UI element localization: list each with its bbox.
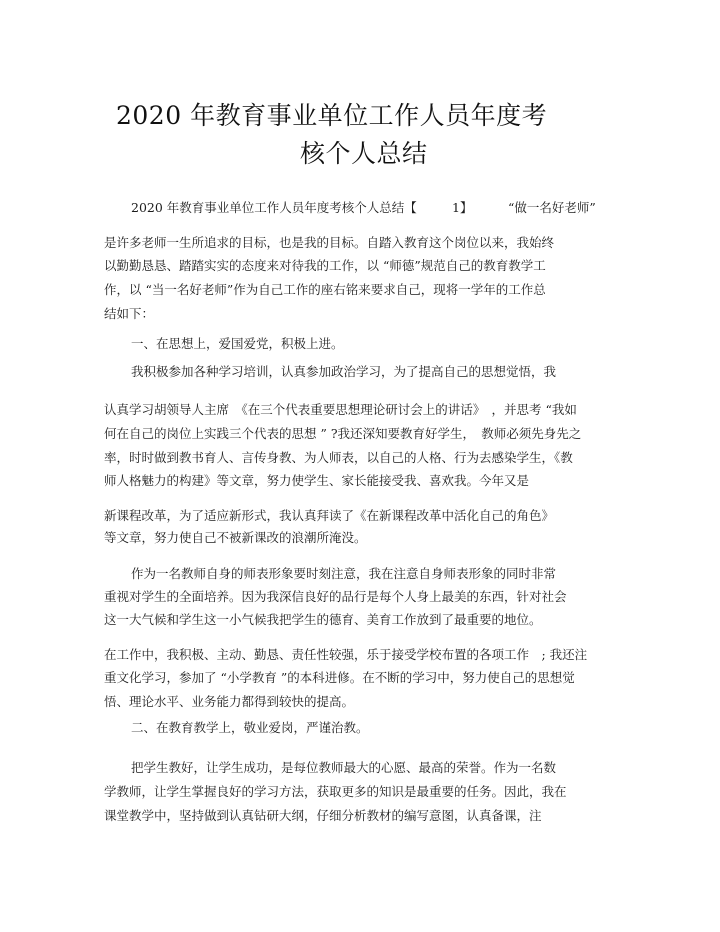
document-title-line-2: 核个人总结 <box>300 139 428 168</box>
paragraph-line: 师人格魅力的构建》等文章，努力使学生、家长能接受我、喜欢我。今年又是 <box>104 473 530 488</box>
paragraph-line: 何在自己的岗位上实践三个代表的思想 ” ?我还深知要教育好学生， 教师必须先身先之 <box>104 426 582 441</box>
paragraph-line: 学教师，让学生掌握良好的学习方法，获取更多的知识是最重要的任务。因此，我在 <box>104 784 567 799</box>
intro-number: 1】 <box>452 200 473 215</box>
paragraph-line: 课堂教学中，坚持做到认真钻研大纲，仔细分析教材的编写意图，认真备课，注 <box>104 808 542 823</box>
paragraph-line: 作为一名教师自身的师表形象要时刻注意，我在注意自身师表形象的同时非常 <box>131 566 557 581</box>
document-title-line-1: 2020 年教育事业单位工作人员年度考 <box>116 101 548 130</box>
paragraph-line: 是许多老师一生所追求的目标，也是我的目标。自踏入教育这个岗位以来，我始终 <box>104 235 555 250</box>
paragraph-line: 率，时时做到教书育人、言传身教、为人师表，以自己的人格、行为去感染学生，《教 <box>104 450 573 465</box>
paragraph-line: 作，以 “当一名好老师”作为自己工作的座右铭来要求自己，现将一学年的工作总 <box>104 282 546 297</box>
section-heading-1: 一、在思想上，爱国爱党，积极上进。 <box>131 336 344 351</box>
paragraph-line: 等文章，努力使自己不被新课改的浪潮所淹没。 <box>104 530 367 545</box>
paragraph-line: 我积极参加各种学习培训，认真参加政治学习，为了提高自己的思想觉悟，我 <box>131 364 557 379</box>
paragraph-line: 在工作中，我积极、主动、勤恳、责任性较强，乐于接受学校布置的各项工作 ; 我还注 <box>104 647 588 662</box>
section-heading-2: 二、在教育教学上，敬业爱岗，严谨治教。 <box>131 720 369 735</box>
paragraph-line: 悟、理论水平、业务能力都得到较快的提高。 <box>104 694 355 709</box>
paragraph-line: 新课程改革，为了适应新形式，我认真拜读了《在新课程改革中活化自己的角色》 <box>104 508 555 523</box>
paragraph-line: 重文化学习，参加了 “小学教育 ”的本科进修。在不断的学习中，努力使自己的思想觉 <box>104 670 575 685</box>
paragraph-line: 把学生教好，让学生成功，是每位教师最大的心愿、最高的荣誉。作为一名数 <box>131 760 557 775</box>
paragraph-line: 重视对学生的全面培养。因为我深信良好的品行是每个人身上最美的东西，针对社会 <box>104 589 567 604</box>
paragraph-line: 结如下： <box>104 306 155 321</box>
intro-heading: 2020 年教育事业单位工作人员年度考核个人总结【 <box>131 200 417 215</box>
intro-quote: “做一名好老师” <box>508 200 596 215</box>
paragraph-line: 认真学习胡领导人主席 《在三个代表重要思想理论研讨会上的讲话》 ，并思考 “我如 <box>104 402 577 417</box>
paragraph-line: 以勤勤恳恳、踏踏实实的态度来对待我的工作，以 “师德”规范自己的教育教学工 <box>104 258 546 273</box>
paragraph-line: 这一大气候和学生这一小气候我把学生的德育、美育工作放到了最重要的地位。 <box>104 612 542 627</box>
